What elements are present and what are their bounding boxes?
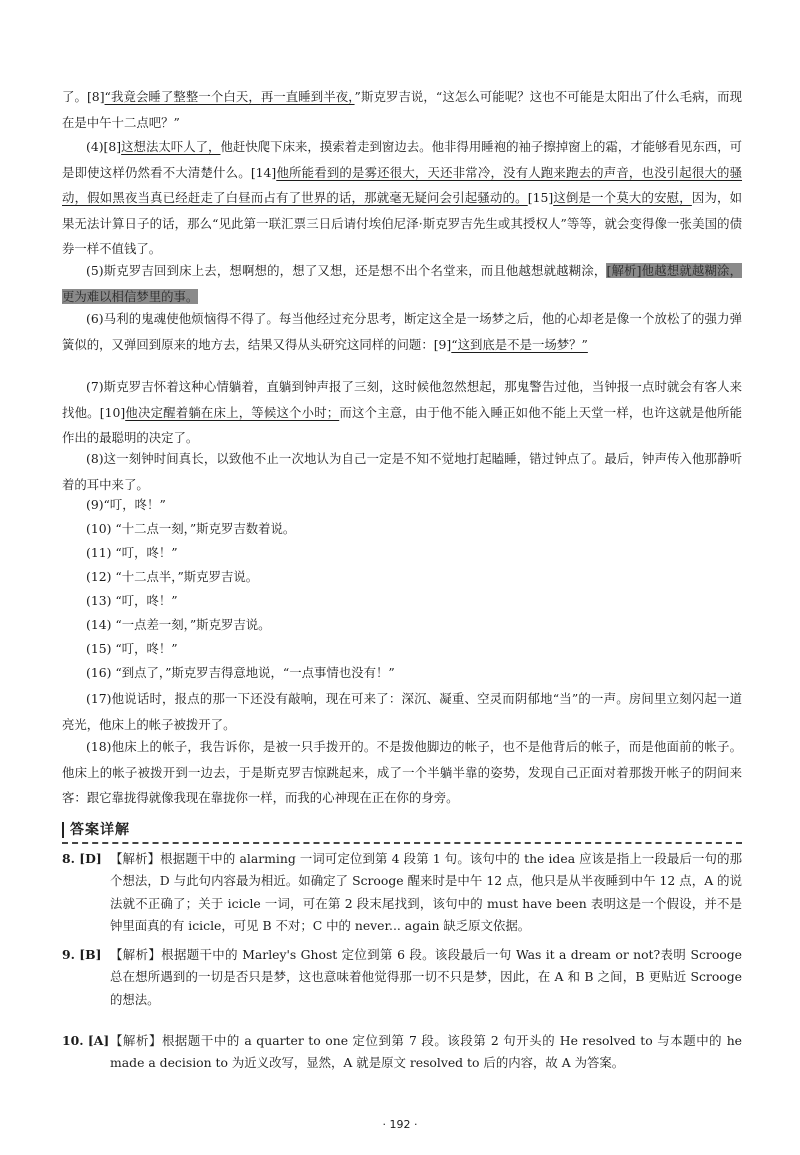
answer-item <box>62 944 742 1012</box>
intro-lead: 了。[8] <box>62 89 105 104</box>
paragraph-7 <box>62 374 742 451</box>
p4-mid-1: 他赶快爬下床来，摸索着走到窗边去。他非得用睡袍的袖子擦掉窗上的霜，才能够看见东西，可是即使这样仍然看不大清楚什么。[14] <box>62 139 743 180</box>
p4-rest: 因为，如果无法计算日子的话，那么“见此第一联汇票三日后请付埃伯尼泽·斯克罗吉先生或其授权人”等等，就会变得像一张美国的债券一样不值钱了。 <box>62 190 743 257</box>
answer-text: 根据题干中的 alarming 一词可定位到第 4 段第 1 句。该句中的 the idea 应该是指上一段最后一句的那个想法，D 与此句内容最为相近。如确定了 Scrooge 醒来时是中午 12 点，他只是从半夜睡到中午 12 点，A 的说法就不正确了；关于 icicle 一词，可在第 2 段末尾找到，该句中的 must have been 表明这是一个假设，并不是钟里面真的有 icicle，可见 B 不对；C 中的 never... again 缺乏原文依据。 <box>110 851 743 934</box>
intro-underline-a: “我竟会睡了整整一个白天， <box>104 89 261 104</box>
paragraph-4 <box>62 134 742 262</box>
paragraph-17 <box>62 686 742 737</box>
dialogue-line: (14) “一点差一刻，”斯克罗吉说。 <box>86 617 271 632</box>
section-marker <box>62 822 64 838</box>
paragraph-8 <box>62 446 742 497</box>
answer-body <box>110 848 742 938</box>
paragraph-intro <box>62 84 742 135</box>
answer-item <box>62 1030 742 1076</box>
answer-body <box>110 1030 742 1075</box>
answer-number: 9. [B] <box>62 947 102 962</box>
dialogue-line: (15) “叮，咚！” <box>86 641 178 656</box>
page-number: · 192 · <box>382 1118 418 1131</box>
p7-text: (7)斯克罗吉怀着这种心情躺着，直躺到钟声报了三刻，这时候他忽然想起，那鬼警告过他，当钟报一点时就会有客人来找他。[10] <box>62 379 742 420</box>
intro-underline-b: 再一直睡到半夜， <box>260 89 355 104</box>
dialogue-line: (16) “到点了，”斯克罗吉得意地说，“一点事情也没有！” <box>86 665 395 680</box>
dialogue-line: (11) “叮，咚！” <box>86 545 178 560</box>
p7-rest: 而这个主意，由于他不能入睡正如他不能上天堂一样，也许这就是他所能作出的最聪明的决定了。 <box>62 404 743 446</box>
dialogue-line: (9)“叮，咚！” <box>86 497 166 512</box>
answer-text: 根据题干中的 Marley's Ghost 定位到第 6 段。该段最后一句 Was it a dream or not?表明 Scrooge 总在想所遇到的一切是否只是梦，这也意味着他觉得那一切不只是梦，因此，在 A 和 B 之间，B 更贴近 Scrooge 的想法。 <box>110 947 742 1007</box>
p4-underline-2: 他所能看到的是雾还很大，天还非常冷，没有人跑来跑去的声音，也没引起很大的骚动，假如黑夜当真已经赶走了白昼而占有了世界的话，那就毫无疑问会引起骚动的。 <box>62 164 743 206</box>
section-title: 答案详解 <box>70 822 130 838</box>
paragraph-5 <box>62 258 742 309</box>
p17-text: (17)他说话时，报点的那一下还没有敲响，现在可来了：深沉、凝重、空灵而阴郁地“当”的一声。房间里立刻闪起一道亮光，他床上的帐子被拨开了。 <box>62 691 742 732</box>
p4-mid-2: [15] <box>527 190 554 206</box>
answer-tag: 【解析】 <box>110 851 161 866</box>
p5-highlight: [解析]他越想就越糊涂，更为难以相信梦里的事。 <box>62 263 742 304</box>
answer-number: 10. [A] <box>62 1033 110 1048</box>
p8-text: (8)这一刻钟时间真长，以致他不止一次地认为自己一定是不知不觉地打起瞌睡，错过钟点了。最后，钟声传入他那静听着的耳中来了。 <box>62 451 742 492</box>
answer-number: 8. [D] <box>62 851 102 866</box>
answer-tag: 【解析】 <box>110 947 162 962</box>
dialogue-line: (12) “十二点半，”斯克罗吉说。 <box>86 569 259 584</box>
p6-text: (6)马利的鬼魂使他烦恼得不得了。每当他经过充分思考，断定这全是一场梦之后，他的心却老是像一个放松了的强力弹簧似的，又弹回到原来的地方去，结果又得从头研究这同样的问题：[9] <box>62 311 742 352</box>
answer-tag: 【解析】 <box>110 1033 162 1048</box>
p4-underline-3: 这倒是一个莫大的安慰， <box>553 190 692 206</box>
intro-rest: ”斯克罗吉说，“这怎么可能呢？这也不可能是太阳出了什么毛病，而现在是中午十二点吧？” <box>62 89 742 130</box>
dialogue-line: (10) “十二点一刻，”斯克罗吉数着说。 <box>86 521 296 536</box>
p6-underline: “这到底是不是一场梦？” <box>451 336 588 352</box>
p7-underline: 他决定醒着躺在床上，等候这个小时； <box>125 404 340 420</box>
dialogue-line: (13) “叮，咚！” <box>86 593 178 608</box>
p18-text: (18)他床上的帐子，我告诉你，是被一只手拨开的。不是拨他脚边的帐子，也不是他背后的帐子，而是他面前的帐子。他床上的帐子被拨开到一边去，于是斯克罗吉惊跳起来，成了一个半躺半靠的姿势，发现自己正面对着那拨开帐子的阴间来客：跟它靠拢得就像我现在靠拢你一样，而我的心神现在正在你的身旁。 <box>62 739 742 806</box>
p4-lead: (4)[8] <box>86 139 122 154</box>
answer-text: 根据题干中的 a quarter to one 定位到第 7 段。该段第 2 句开头的 He resolved to 与本题中的 he made a decision to 为近义改写，显然，A 就是原文 resolved to 后的内容，故 A 为答案。 <box>110 1033 743 1071</box>
paragraph-18 <box>62 734 742 811</box>
p4-underline-1: 这想法太吓人了， <box>121 139 221 154</box>
answer-item <box>62 848 742 938</box>
p5-text: (5)斯克罗吉回到床上去，想啊想的，想了又想，还是想不出个名堂来，而且他越想就越糊涂， <box>86 263 607 278</box>
paragraph-6 <box>62 306 742 357</box>
answer-body <box>110 944 742 1011</box>
answer-section-header <box>62 818 742 844</box>
